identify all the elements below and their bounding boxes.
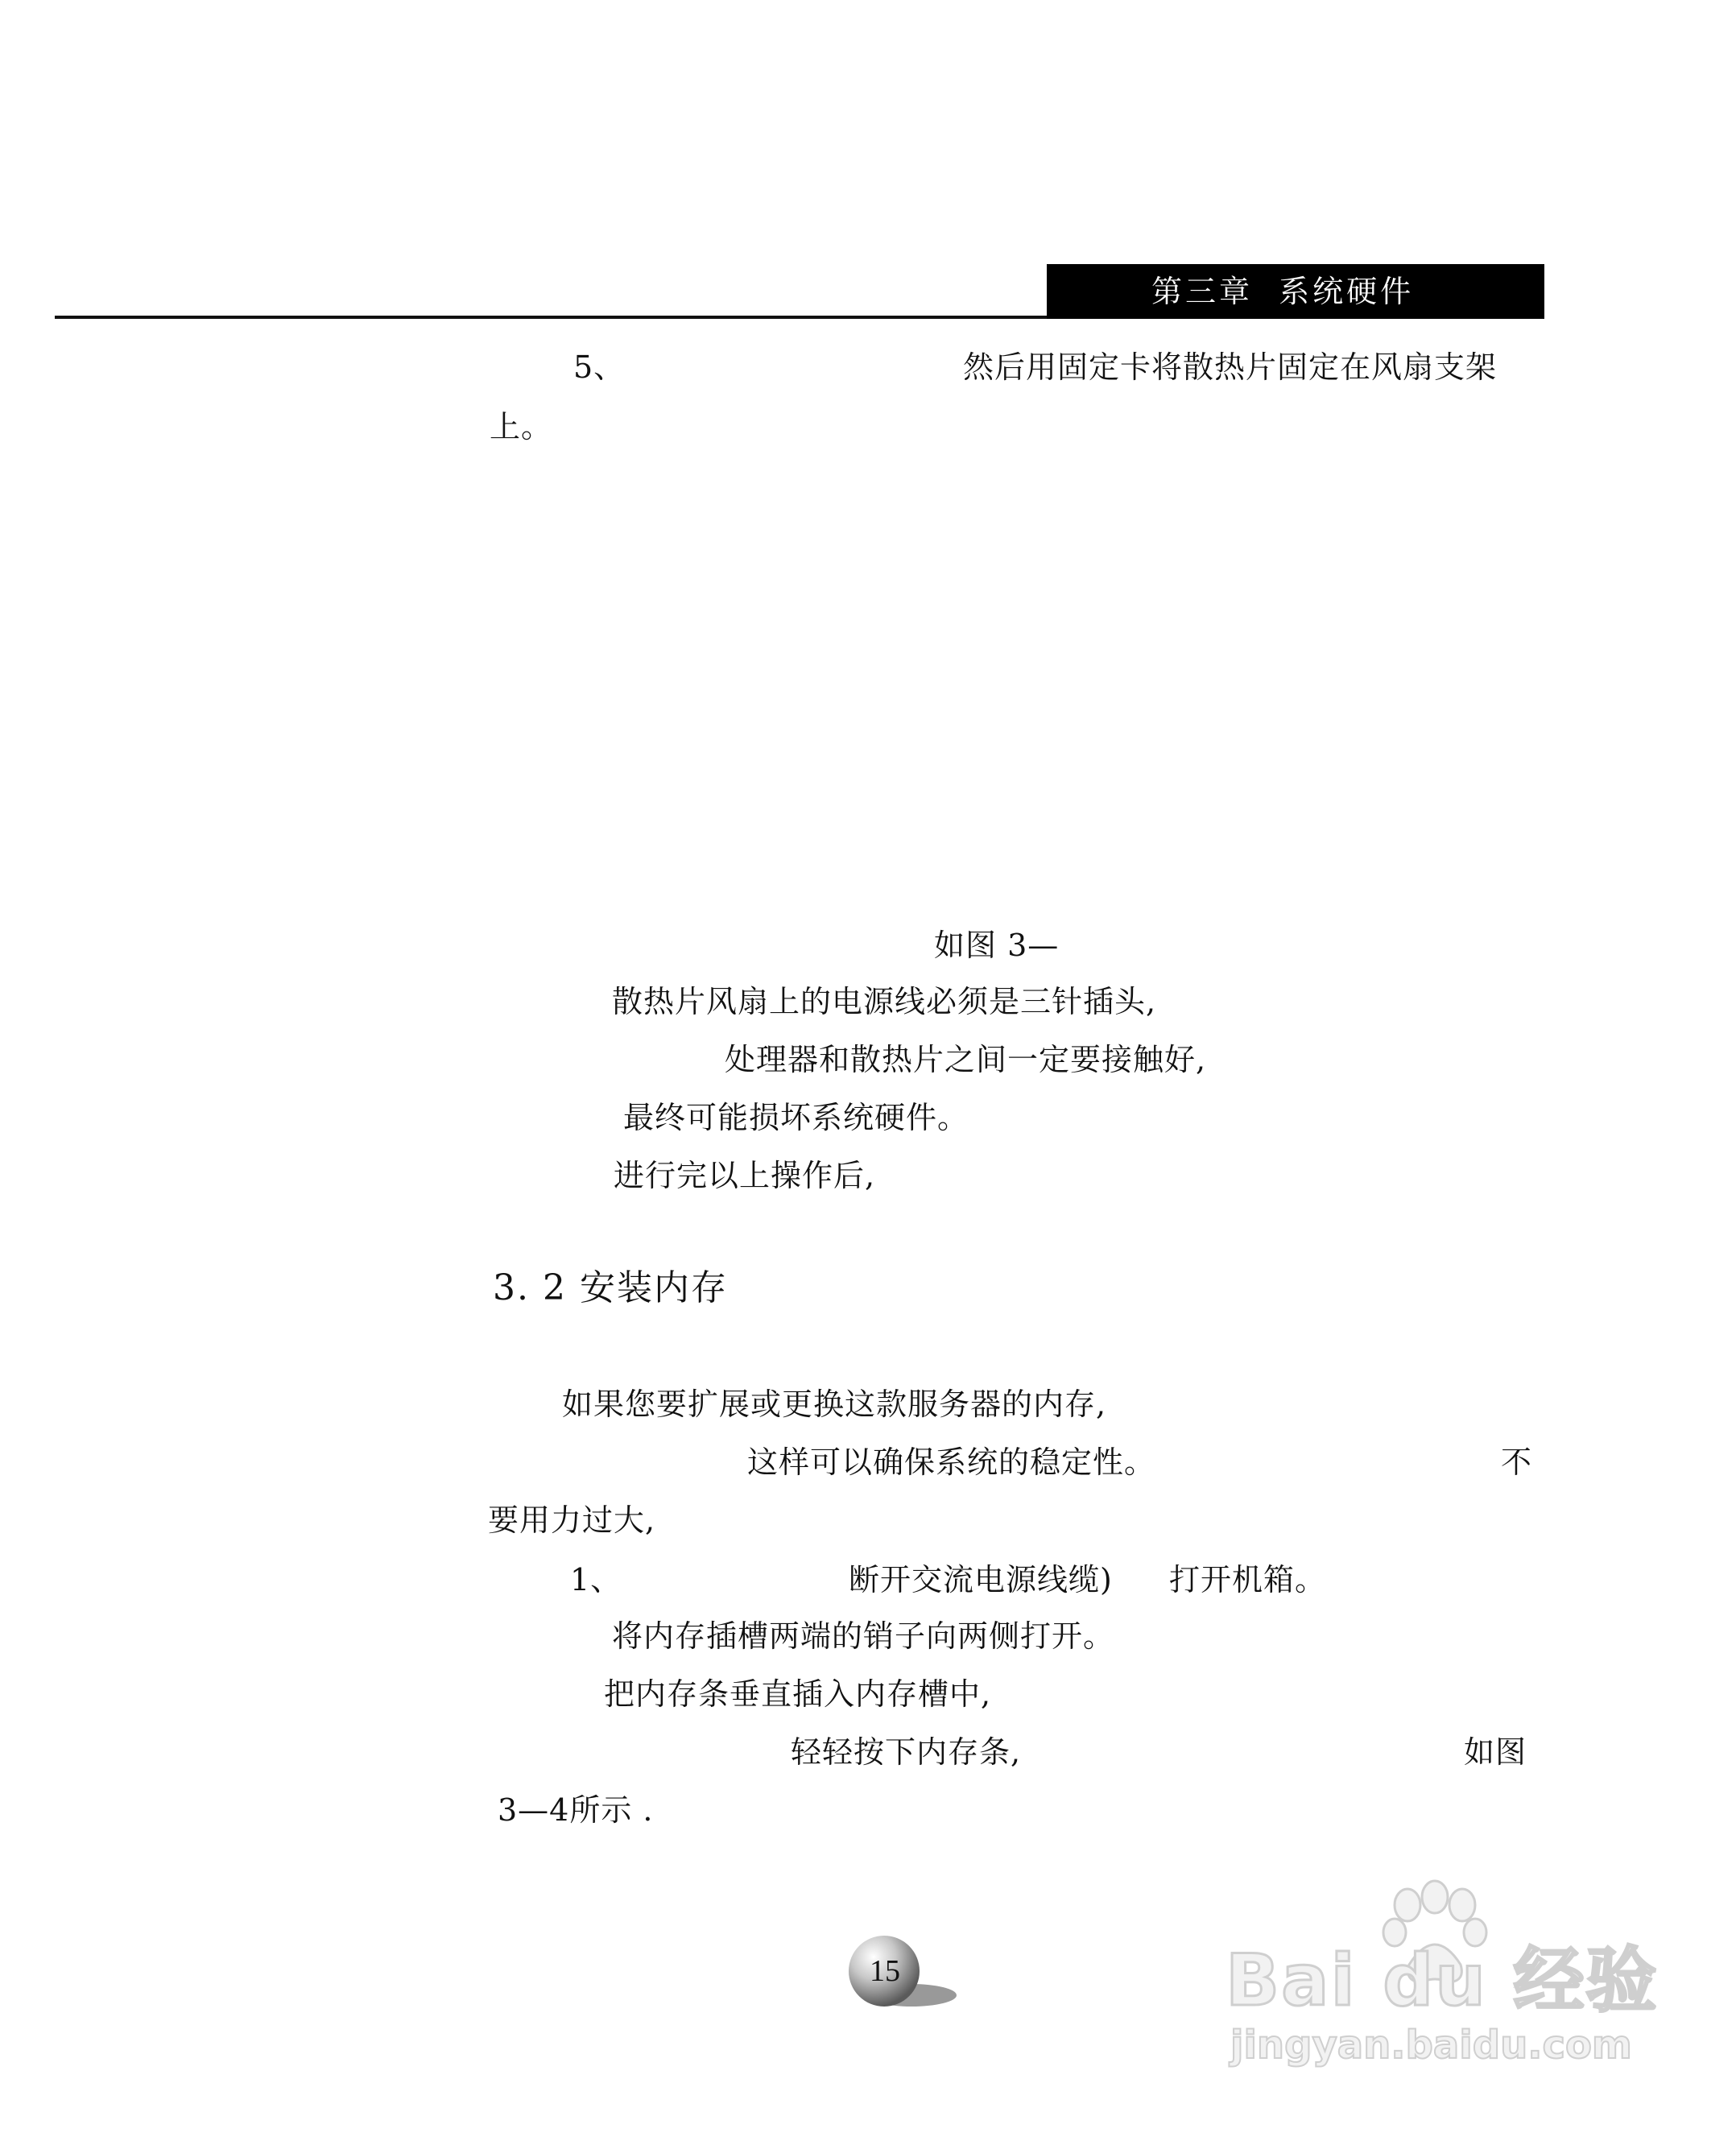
step5-number: 5、 xyxy=(573,349,626,385)
paragraph-line-1: 如果您要扩展或更换这款服务器的内存, xyxy=(562,1387,1107,1422)
step5-text: 然后用固定卡将散热片固定在风扇支架 xyxy=(963,349,1498,385)
step1-text-2: 打开机箱。 xyxy=(1169,1562,1327,1597)
paragraph-line-3: 要用力过大, xyxy=(488,1502,656,1538)
watermark-url: jingyan.baidu.com xyxy=(1230,2023,1632,2068)
paragraph-line-2: 这样可以确保系统的稳定性。 xyxy=(747,1444,1156,1480)
step3-text: 把内存条垂直插入内存槽中, xyxy=(604,1676,992,1712)
note-line-3: 最终可能损坏系统硬件。 xyxy=(623,1100,969,1135)
chapter-title: 第三章 系统硬件 xyxy=(1151,274,1415,309)
step1-number: 1、 xyxy=(570,1562,622,1597)
note-line-2: 处理器和散热片之间一定要接触好, xyxy=(725,1042,1207,1077)
page-number: 15 xyxy=(870,1954,900,1988)
note-line-1: 散热片风扇上的电源线必须是三针插头, xyxy=(612,984,1157,1019)
watermark-brand: Bai du 经验 xyxy=(1226,1939,1659,2022)
step5-continuation: 上。 xyxy=(490,409,553,444)
paragraph-line-2-end: 不 xyxy=(1501,1444,1533,1480)
section-heading: 3. 2 安装内存 xyxy=(493,1267,728,1308)
note-line-4: 进行完以上操作后, xyxy=(614,1158,876,1193)
figure-reference: 如图 3— xyxy=(934,928,1060,963)
step1-text: 断开交流电源线缆) xyxy=(849,1562,1113,1597)
step4-continuation: 3—4所示 . xyxy=(498,1792,654,1828)
header-rule xyxy=(55,316,1050,319)
step4-text: 轻轻按下内存条, xyxy=(791,1734,1022,1770)
step4-end: 如图 xyxy=(1464,1734,1527,1770)
step2-text: 将内存插槽两端的销子向两侧打开。 xyxy=(612,1618,1115,1654)
